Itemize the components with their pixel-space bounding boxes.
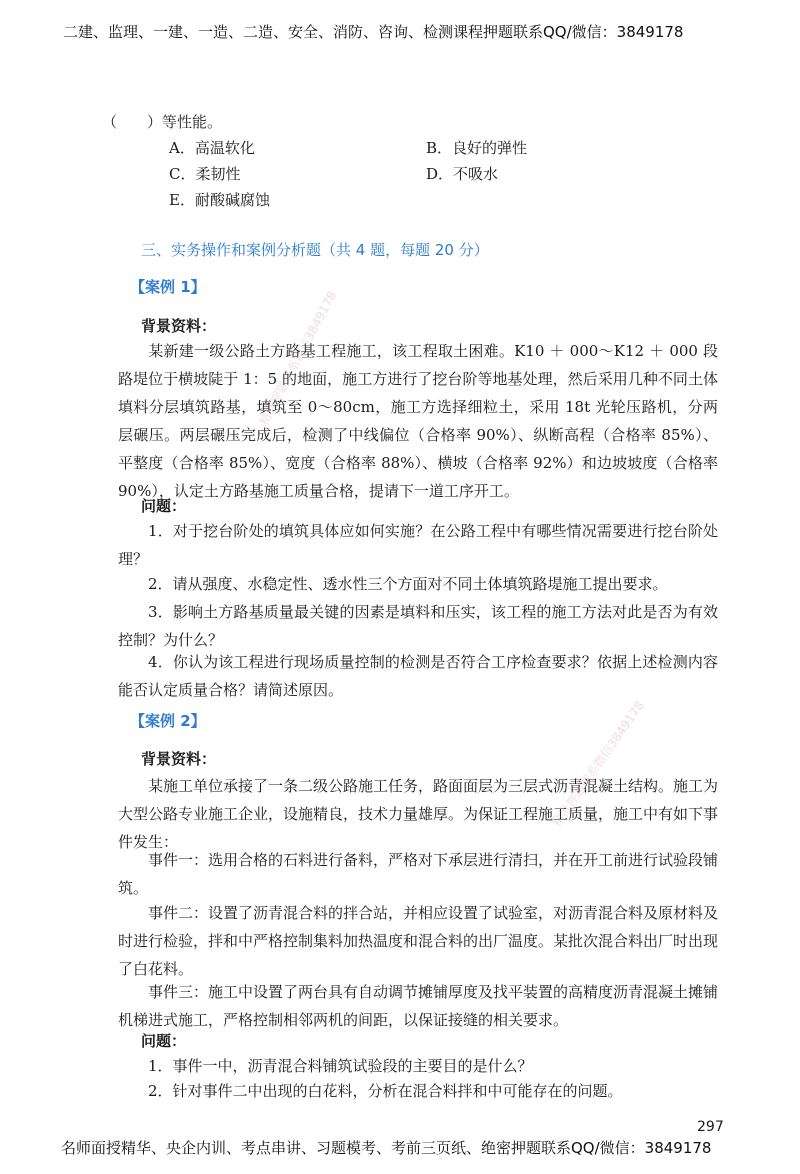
header-banner: 二建、监理、一建、一造、二造、安全、消防、咨询、检测课程押题联系QQ/微信：3849178 [63,23,684,41]
case1-q-title: 问题： [141,497,187,515]
case2-bg-title: 背景资料： [141,750,217,768]
section-title: 三、实务操作和案例分析题（共 4 题，每题 20 分） [141,241,489,259]
case2-question-2: 2．针对事件二中出现的白花料，分析在混合料拌和中可能存在的问题。 [148,1082,623,1100]
footer-banner: 名师面授精华、央企内训、考点串讲、习题模考、考前三页纸、绝密押题联系QQ/微信：3849178 [61,1139,712,1157]
case1-label: 【案例 1】 [130,278,206,296]
case1-question-2: 2．请从强度、水稳定性、透水性三个方面对不同土体填筑路堤施工提出要求。 [148,575,668,593]
case1-bg-title: 背景资料： [141,317,217,335]
case1-question-3: 3．影响土方路基质量最关键的因素是填料和压实，该工程的施工方法对此是否为有效控制？为什么？ [118,603,718,649]
case2-label: 【案例 2】 [130,712,206,730]
option-c: C．柔韧性 [169,165,241,183]
case2-event-1: 事件一：选用合格的石料进行备料，严格对下承层进行清扫，并在开工前进行试验段铺筑。 [118,851,719,897]
option-a: A．高温软化 [169,139,255,157]
option-d: D．不吸水 [426,165,499,183]
option-e: E．耐酸碱腐蚀 [169,191,270,209]
page-number: 297 [697,1119,724,1135]
watermark: 精准押题联系微信3849178 [549,698,647,830]
case1-question-1: 1．对于挖台阶处的填筑具体应如何实施？在公路工程中有哪些情况需要进行挖台阶处理？ [118,522,718,568]
case2-event-2: 事件二：设置了沥青混合料的拌合站，并相应设置了试验室，对沥青混合料及原材料及时进行检验，拌和中严格控制集料加热温度和混合料的出厂温度。某批次混合料出厂时出现了白花料。 [118,904,719,978]
case2-event-3: 事件三：施工中设置了两台具有自动调节摊铺厚度及找平装置的高精度沥青混凝土摊铺机梯进式施工，严格控制相邻两机的间距，以保证接缝的相关要求。 [118,983,719,1029]
case2-bg-text: 某施工单位承接了一条二级公路施工任务，路面面层为三层式沥青混凝土结构。施工为大型公路专业施工企业，设施精良，技术力量雄厚。为保证工程施工质量，施工中有如下事件发生： [118,777,719,851]
option-b: B．良好的弹性 [426,139,528,157]
case1-question-4: 4．你认为该工程进行现场质量控制的检测是否符合工序检查要求？依据上述检测内容能否认定质量合格？请简述原因。 [118,653,718,699]
case2-q-title: 问题： [141,1032,187,1050]
case2-question-1: 1．事件一中，沥青混合料铺筑试验段的主要目的是什么？ [148,1057,533,1075]
question-stem: （ ）等性能。 [102,113,223,131]
watermark: 精准押题联系微信3849178 [256,288,340,428]
case1-bg-text: 某新建一级公路土方路基工程施工，该工程取土困难。K10 ＋ 000～K12 ＋ 000 段路堤位于横坡陡于 1：5 的地面，施工方进行了挖台阶等地基处理，然后采用几种不同土体填料分层填筑路基，填筑至 0～80cm，施工方选择细粒土，采用 18t 光轮压路机，分两层碾压。两层碾压完成后，检测了中线偏位（合格率 90%）、纵断高程（合格率 85%）、平整度（合格率 85%）、宽度（合格率 88%）、横坡（合格率 92%）和边坡坡度（合格率 90%），认定土方路基施工质量合格，提请下一道工序开工。 [118,342,718,500]
